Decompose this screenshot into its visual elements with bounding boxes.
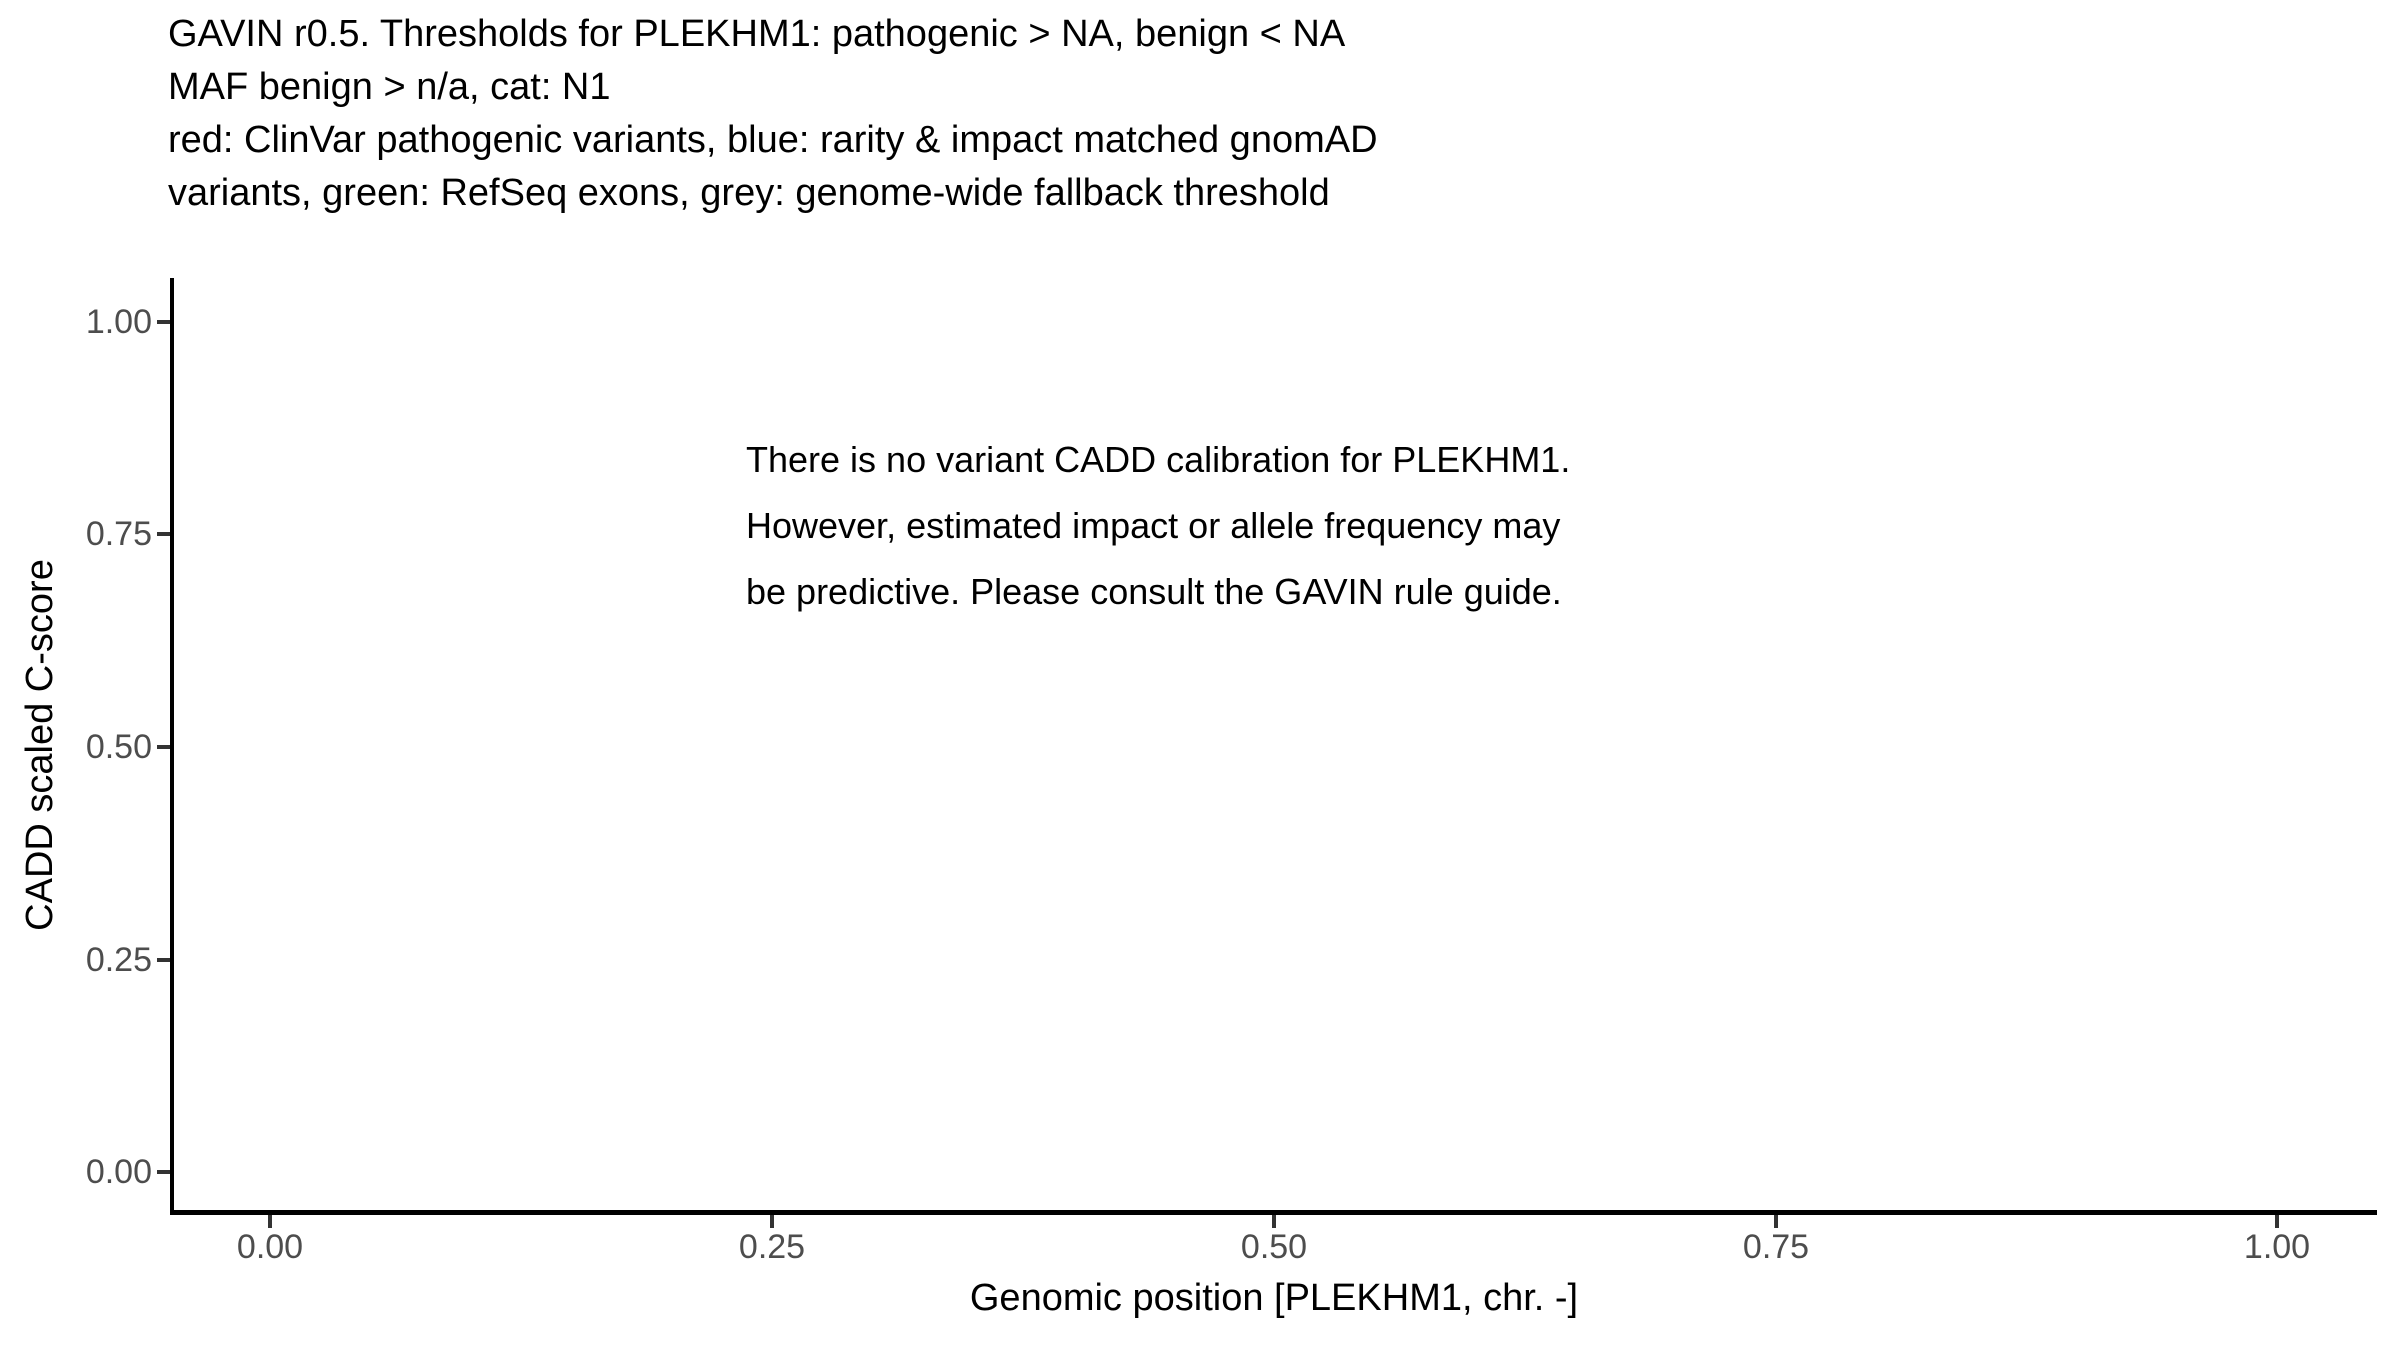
y-tick-mark-0.00 [157, 1170, 170, 1174]
plot-annotation [746, 427, 1570, 625]
x-tick-label-1.00: 1.00 [2243, 1228, 2311, 1266]
plot-title-line-1: GAVIN r0.5. Thresholds for PLEKHM1: pathogenic > NA, benign < NA [168, 13, 1346, 55]
y-tick-mark-1.00 [157, 320, 170, 324]
y-axis-title: CADD scaled C-score [19, 559, 61, 931]
annotation-line-3: be predictive. Please consult the GAVIN rule guide. [746, 571, 1562, 612]
plot-panel [170, 278, 2377, 1215]
x-tick-label-0.75: 0.75 [1742, 1228, 1810, 1266]
y-tick-label-0.00: 0.00 [85, 1153, 152, 1191]
plot-title-line-4: variants, green: RefSeq exons, grey: genome-wide fallback threshold [168, 172, 1330, 214]
y-tick-label-1.00: 1.00 [85, 303, 152, 341]
plot-title [168, 8, 1378, 220]
x-axis-title: Genomic position [PLEKHM1, chr. -] [969, 1277, 1579, 1319]
y-tick-label-0.50: 0.50 [85, 728, 152, 766]
y-tick-label-0.75: 0.75 [85, 515, 152, 553]
annotation-line-1: There is no variant CADD calibration for PLEKHM1. [746, 439, 1571, 480]
y-tick-label-0.25: 0.25 [85, 941, 152, 979]
plot-title-line-2: MAF benign > n/a, cat: N1 [168, 66, 611, 108]
y-tick-mark-0.75 [157, 532, 170, 536]
plot-title-line-3: red: ClinVar pathogenic variants, blue: rarity & impact matched gnomAD [168, 119, 1378, 161]
y-tick-mark-0.25 [157, 958, 170, 962]
x-tick-label-0.25: 0.25 [738, 1228, 806, 1266]
annotation-line-2: However, estimated impact or allele frequency may [746, 505, 1561, 546]
x-tick-label-0.50: 0.50 [1240, 1228, 1308, 1266]
x-tick-label-0.00: 0.00 [236, 1228, 304, 1266]
y-tick-mark-0.50 [157, 745, 170, 749]
